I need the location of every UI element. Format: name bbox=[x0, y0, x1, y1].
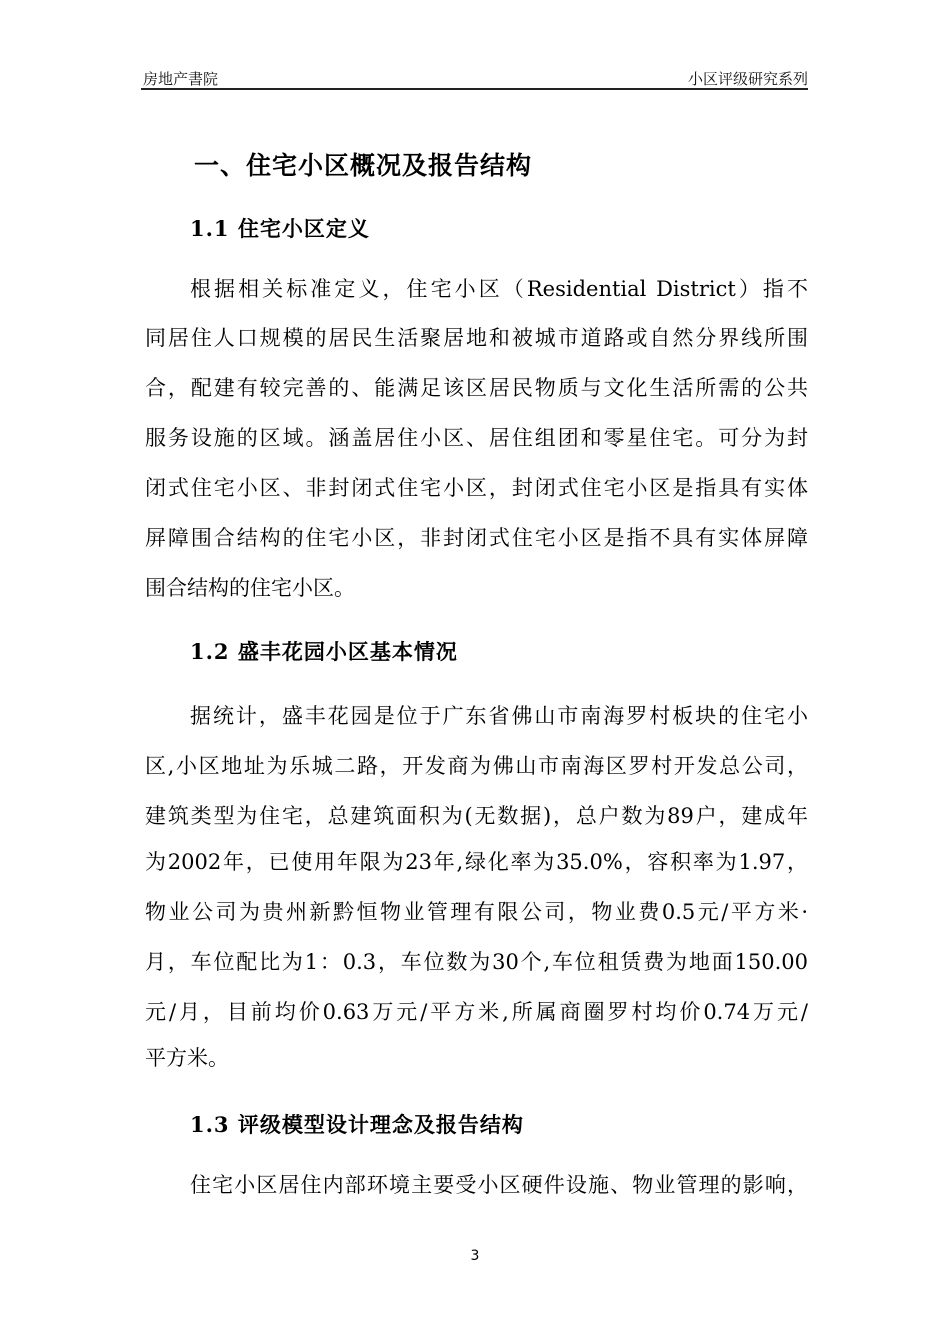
heading-1-1: 1.1 住宅小区定义 bbox=[190, 216, 370, 241]
para-line: 为2002年，已使用年限为23年,绿化率为35.0%，容积率为1.97， bbox=[145, 850, 808, 874]
para-line: 住宅小区居住内部环境主要受小区硬件设施、物业管理的影响， bbox=[190, 1173, 808, 1197]
para-line: 合，配建有较完善的、能满足该区居民物质与文化生活所需的公共 bbox=[145, 376, 808, 400]
para-line: 根据相关标准定义，住宅小区（Residential District）指不 bbox=[190, 277, 808, 301]
para-line: 物业公司为贵州新黔恒物业管理有限公司，物业费0.5元/平方米· bbox=[145, 900, 808, 924]
para-line: 月，车位配比为1：0.3，车位数为30个,车位租赁费为地面150.00 bbox=[145, 950, 808, 974]
para-line: 平方米。 bbox=[145, 1046, 229, 1070]
para-line: 元/月，目前均价0.63万元/平方米,所属商圈罗村均价0.74万元/ bbox=[145, 1000, 808, 1024]
para-line: 建筑类型为住宅，总建筑面积为(无数据)，总户数为89户，建成年 bbox=[145, 804, 808, 828]
header-left: 房地产書院 bbox=[143, 70, 219, 88]
para-line: 服务设施的区域。涵盖居住小区、居住组团和零星住宅。可分为封 bbox=[145, 426, 808, 450]
header-right: 小区评级研究系列 bbox=[687, 70, 808, 88]
para-line: 据统计，盛丰花园是位于广东省佛山市南海罗村板块的住宅小 bbox=[190, 704, 808, 728]
para-line: 围合结构的住宅小区。 bbox=[145, 576, 355, 600]
heading-1-3: 1.3 评级模型设计理念及报告结构 bbox=[190, 1112, 524, 1137]
header-rule bbox=[141, 88, 808, 90]
page-number: 3 bbox=[470, 1248, 480, 1264]
heading-1-2: 1.2 盛丰花园小区基本情况 bbox=[190, 639, 458, 664]
para-line: 闭式住宅小区、非封闭式住宅小区，封闭式住宅小区是指具有实体 bbox=[145, 476, 808, 500]
para-line: 同居住人口规模的居民生活聚居地和被城市道路或自然分界线所围 bbox=[145, 326, 808, 350]
para-line: 屏障围合结构的住宅小区，非封闭式住宅小区是指不具有实体屏障 bbox=[145, 526, 808, 550]
section-title: 一、住宅小区概况及报告结构 bbox=[194, 151, 533, 180]
para-line: 区,小区地址为乐城二路，开发商为佛山市南海区罗村开发总公司， bbox=[145, 754, 808, 778]
